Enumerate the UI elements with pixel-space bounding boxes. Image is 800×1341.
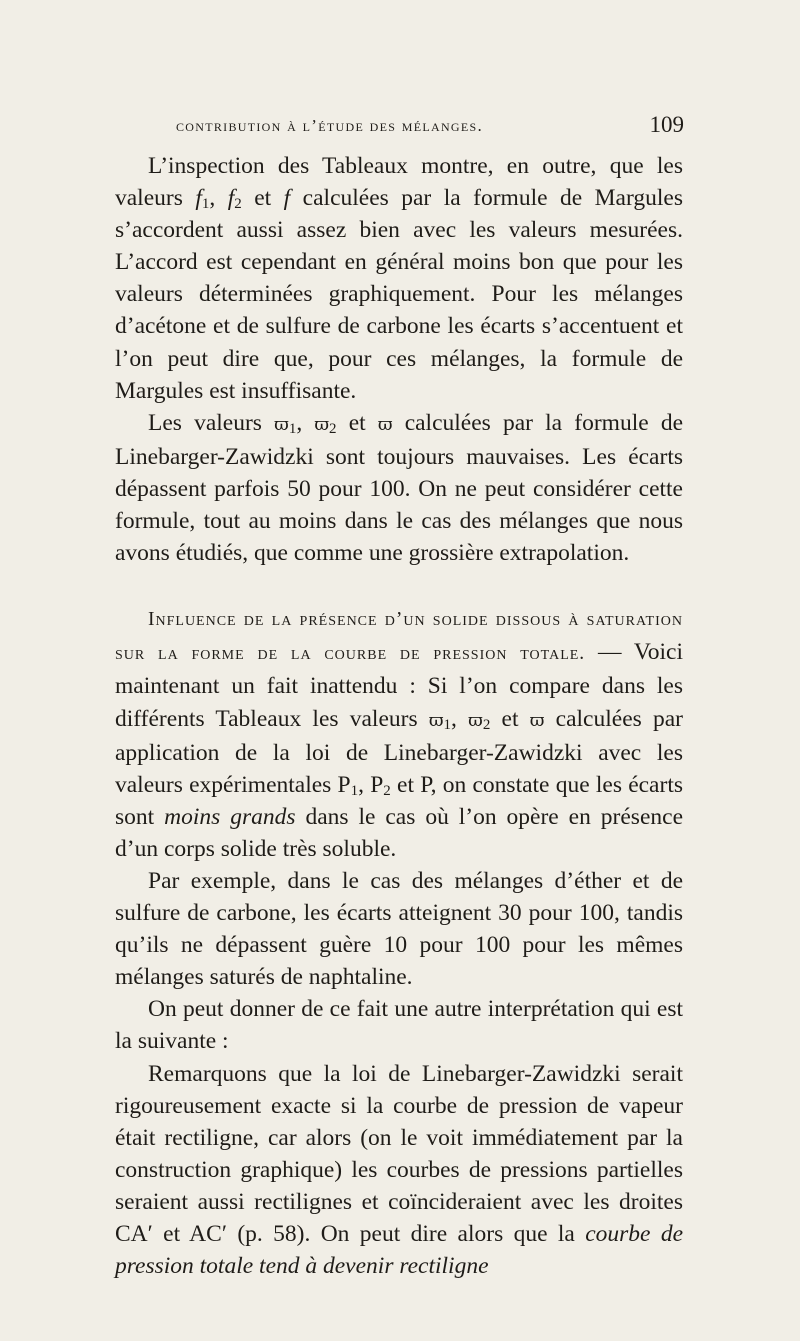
symbol-pi: ϖ (314, 413, 330, 435)
text-run: — (585, 639, 634, 666)
text-run: , (296, 409, 315, 436)
running-title: contribution à l’étude des mélanges. (176, 116, 484, 135)
subscript: 2 (482, 716, 491, 733)
text-run: dans le cas où l’on opère en présence d’un corps solide très soluble. (115, 803, 683, 862)
symbol-pi: ϖ (529, 709, 545, 731)
text-run: L’inspection des Tableaux montre, en outre, que les valeurs (115, 153, 683, 212)
paragraph-influence (115, 602, 683, 865)
page-body (115, 150, 683, 1282)
text-run: calculées par la formule de Margules s’accordent aussi assez bien avec les valeurs mesurées. L’accord est cependant en général moins bon que pour les valeurs déterminées graphiquement. Pour les mélanges d’acétone et de sulfure de carbone les écarts s’accentuent et l’on peut dire que, pour ces mélanges, la formule de Margules est insuffisante. (115, 185, 683, 404)
subscript: 2 (234, 196, 242, 213)
text-run: et (336, 409, 378, 436)
text-run: , (209, 185, 228, 212)
paragraph-linebarger (115, 407, 683, 569)
text-run: Les valeurs (148, 409, 275, 436)
symbol-f: f (283, 185, 291, 212)
subscript: 2 (329, 420, 337, 437)
symbol-pi: ϖ (377, 413, 393, 435)
subscript: 1 (443, 716, 452, 733)
paragraph-example: Par exemple, dans le cas des mélanges d’éther et de sulfure de carbone, les écarts atteignent 30 pour 100, tandis qu’ils ne dépassent guère 10 pour 100 pour les mêmes mélanges saturés de naphtaline. (115, 867, 683, 991)
running-header (176, 112, 694, 142)
symbol-f: f (227, 185, 235, 212)
emphasis: courbe de pression totale tend à devenir rectiligne (115, 1221, 684, 1280)
paragraph-remark (115, 1058, 683, 1283)
symbol-pi: ϖ (468, 709, 483, 731)
text-run: calculées par application de la loi de Linebarger-Zawidzki avec les valeurs expérimentales P (115, 705, 683, 798)
subscript: 1 (201, 196, 210, 213)
symbol-pi: ϖ (274, 413, 289, 435)
subscript: 1 (350, 782, 359, 799)
subscript: 2 (383, 782, 391, 799)
page-number: 109 (649, 112, 684, 137)
paragraph-margules (115, 150, 683, 407)
symbol-pi: ϖ (428, 709, 444, 731)
text-run: , (451, 705, 469, 732)
paragraph-interpretation: On peut donner de ce fait une autre interprétation qui est la suivante : (115, 996, 683, 1055)
text-run: et (241, 185, 284, 212)
section-heading: Influence de la présence d’un solide dissous à saturation sur la forme de la courbe de pression totale. (115, 609, 683, 665)
text-run: , P (358, 771, 384, 798)
emphasis: moins grands (164, 803, 296, 830)
text-run: Remarquons que la loi de Linebarger-Zawidzki serait rigoureusement exacte si la courbe de pression de vapeur était rectiligne, car alors (on le voit immédiatement par la construction graphique) les courbes de pressions partielles seraient aussi rectilignes et coïncideraient avec les droites CA′ et AC′ (p. 58). On peut dire alors que la (115, 1060, 683, 1247)
text-run: Voici maintenant un fait inattendu : Si l’on compare dans les différents Tableaux les valeurs (115, 639, 684, 732)
text-run: calculées par la formule de Linebarger-Zawidzki sont toujours mauvaises. Les écarts dépassent parfois 50 pour 100. On ne peut considérer cette formule, tout au moins dans le cas des mélanges que nous avons étudiés, que comme une grossière extrapolation. (115, 409, 683, 567)
symbol-f: f (195, 185, 202, 212)
text-run: et P, on constate que les écarts sont (115, 771, 683, 830)
text-run: et (490, 705, 530, 732)
subscript: 1 (288, 420, 297, 437)
